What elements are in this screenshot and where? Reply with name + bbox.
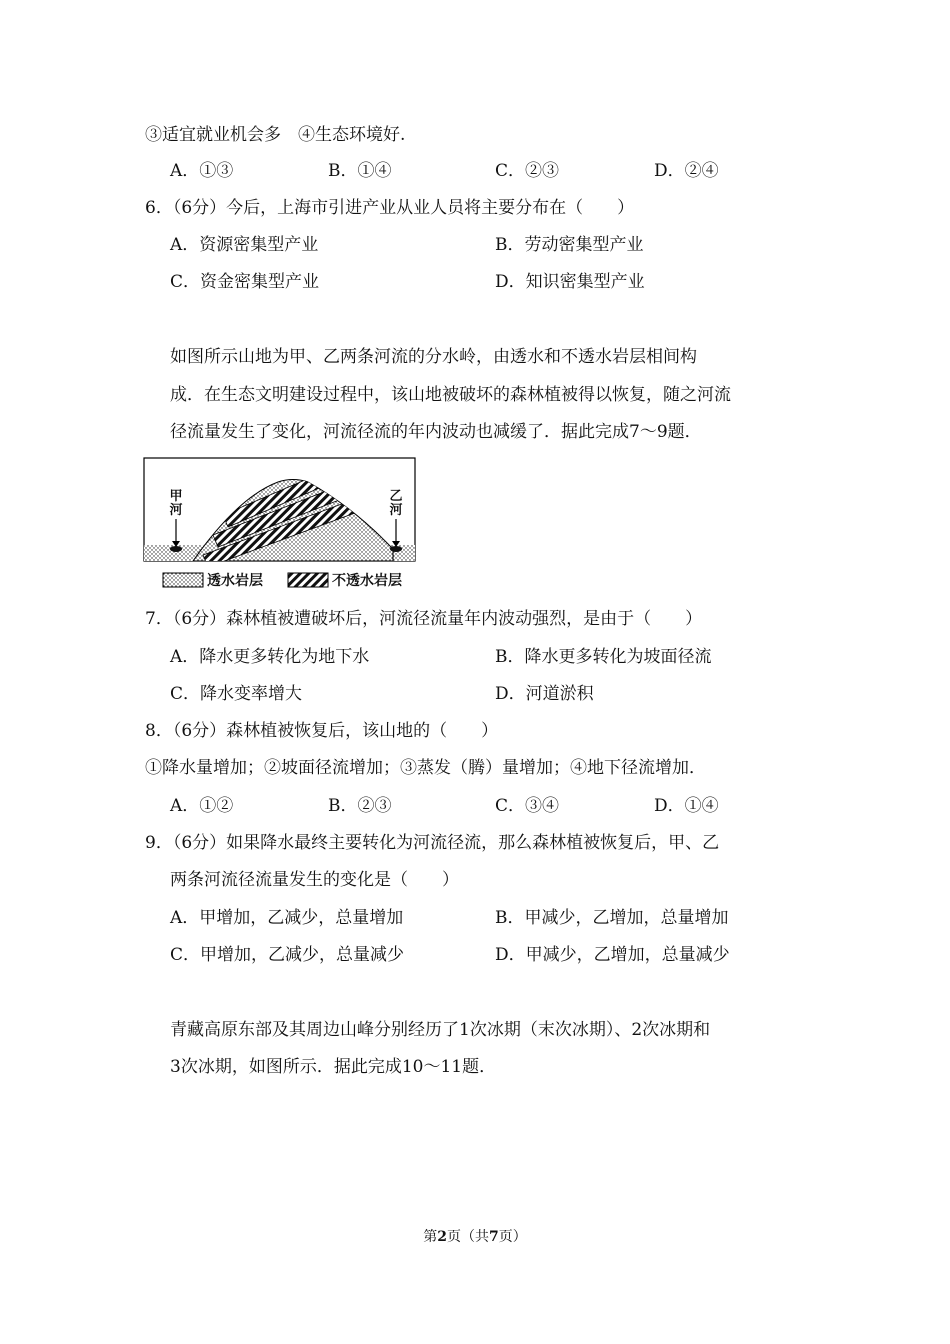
legend-permeable-swatch [163, 573, 203, 587]
q7-option-b: B．降水更多转化为坡面径流 [495, 647, 712, 667]
q7-stem: 7．（6分）森林植被遭破坏后，河流径流量年内波动强烈，是由于（ ） [145, 609, 703, 629]
footer-middle: 页（共 [447, 1229, 489, 1245]
q5-option-b: B．①④ [328, 161, 392, 181]
page-footer [0, 1228, 950, 1246]
q6-option-c: C．资金密集型产业 [170, 272, 320, 292]
footer-page-number: 2 [437, 1229, 447, 1245]
footer-total-pages: 7 [489, 1229, 499, 1245]
q5-statement: ③适宜就业机会多 ④生态环境好. [145, 125, 406, 145]
legend-impermeable-swatch [288, 573, 328, 587]
q9-option-a: A．甲增加，乙减少，总量增加 [170, 908, 404, 928]
intro-7-9-line-2: 成．在生态文明建设过程中，该山地被破坏的森林植被得以恢复，随之河流 [170, 385, 731, 405]
q8-statement: ①降水量增加；②坡面径流增加；③蒸发（腾）量增加；④地下径流增加． [145, 758, 706, 778]
q6-stem: 6．（6分）今后，上海市引进产业从业人员将主要分布在（ ） [145, 198, 635, 218]
q5-option-d: D．②④ [654, 161, 719, 181]
q6-option-d: D．知识密集型产业 [495, 272, 645, 292]
q8-option-d: D．①④ [654, 796, 719, 816]
river-right-label: 乙河 [389, 489, 403, 518]
legend-impermeable-label: 不透水岩层 [332, 573, 402, 589]
q9-option-c: C．甲增加，乙减少，总量减少 [170, 945, 405, 965]
q9-option-d: D．甲减少，乙增加，总量减少 [495, 945, 730, 965]
q7-option-c: C．降水变率增大 [170, 684, 303, 704]
q5-option-a: A．①③ [170, 161, 234, 181]
q5-option-c: C．②③ [495, 161, 560, 181]
q8-option-c: C．③④ [495, 796, 560, 816]
intro-10-11-line-1: 青藏高原东部及其周边山峰分别经历了1次冰期（末次冰期）、2次冰期和 [170, 1020, 711, 1040]
q8-stem: 8．（6分）森林植被恢复后，该山地的（ ） [145, 721, 499, 741]
watershed-diagram [143, 457, 418, 596]
q8-option-a: A．①② [170, 796, 234, 816]
river-left-label: 甲河 [169, 489, 183, 518]
q6-option-a: A．资源密集型产业 [170, 235, 319, 255]
q9-option-b: B．甲减少，乙增加，总量增加 [495, 908, 729, 928]
q9-stem-line-2: 两条河流径流量发生的变化是（ ） [170, 870, 459, 890]
legend-permeable-label: 透水岩层 [207, 573, 263, 589]
q9-stem-line-1: 9．（6分）如果降水最终主要转化为河流径流，那么森林植被恢复后，甲、乙 [145, 833, 720, 853]
q7-option-d: D．河道淤积 [495, 684, 594, 704]
footer-suffix: 页） [498, 1229, 527, 1245]
q8-option-b: B．②③ [328, 796, 392, 816]
footer-prefix: 第 [423, 1229, 438, 1245]
q7-option-a: A．降水更多转化为地下水 [170, 647, 370, 667]
intro-7-9-line-1: 如图所示山地为甲、乙两条河流的分水岭，由透水和不透水岩层相间构 [170, 347, 697, 367]
intro-10-11-line-2: 3次冰期，如图所示．据此完成10～11题． [170, 1057, 497, 1077]
intro-7-9-line-3: 径流量发生了变化，河流径流的年内波动也减缓了．据此完成7～9题． [170, 422, 702, 442]
q6-option-b: B．劳动密集型产业 [495, 235, 644, 255]
